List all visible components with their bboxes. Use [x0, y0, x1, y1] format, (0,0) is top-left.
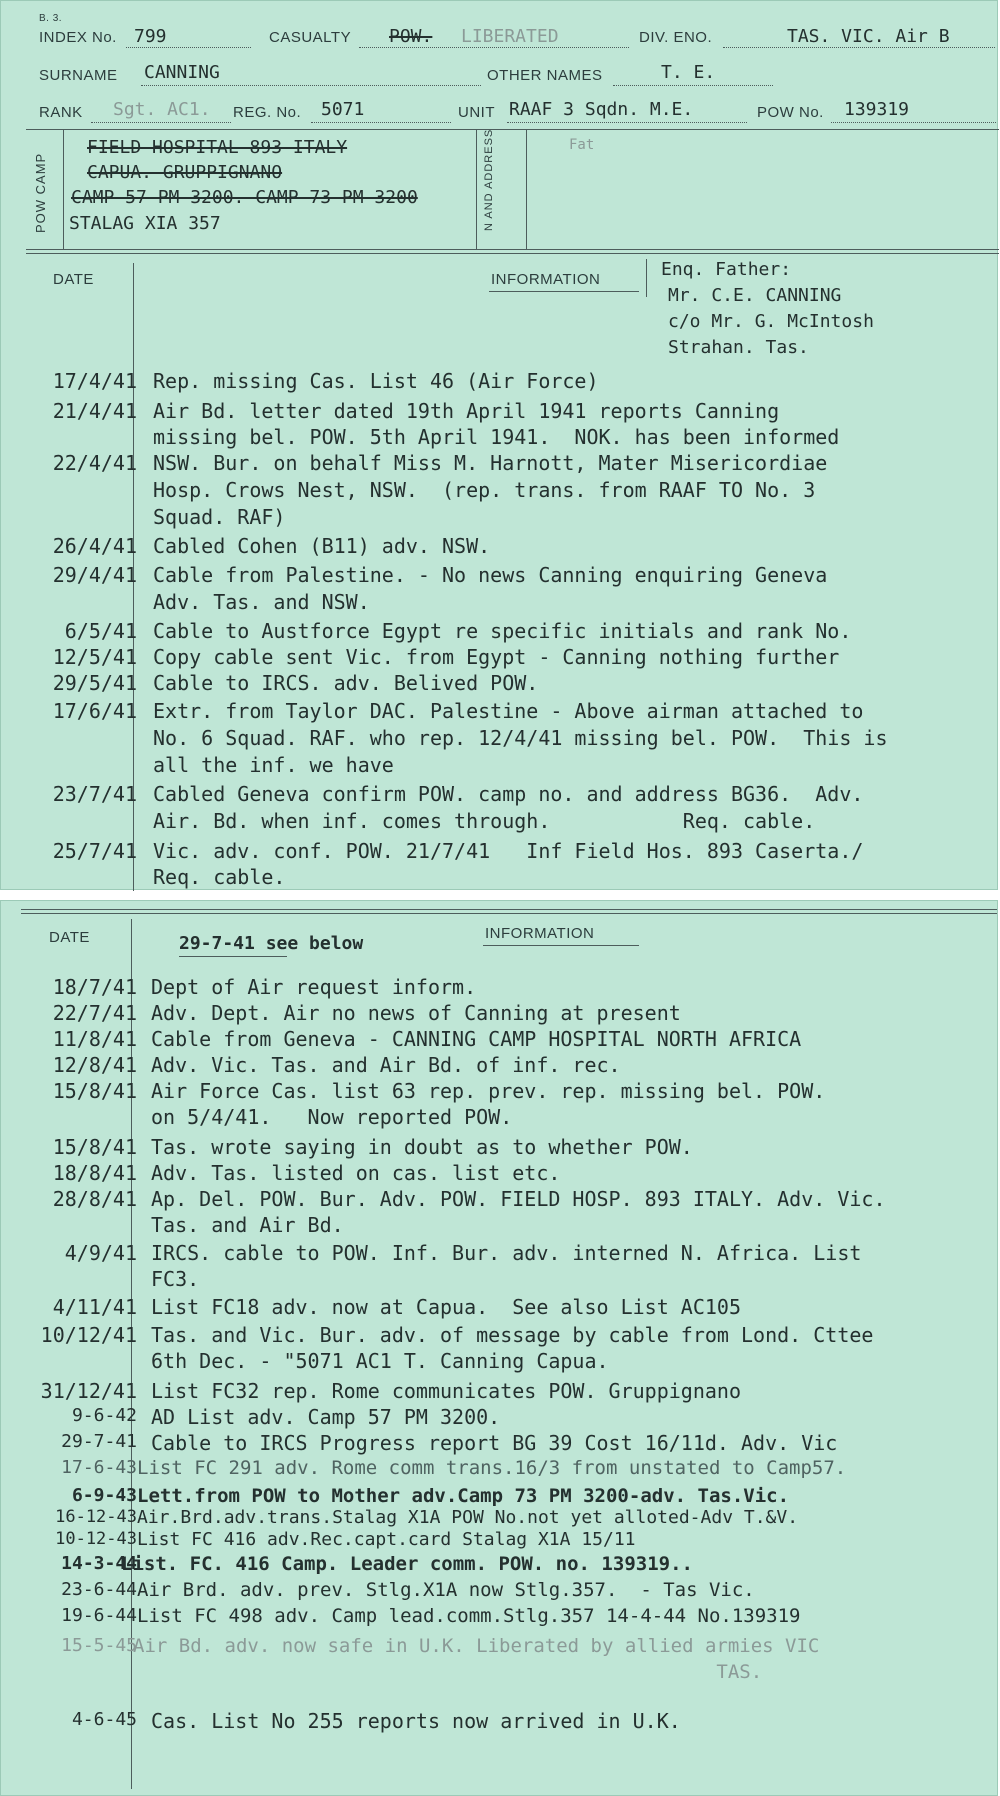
entry-text: No. 6 Squad. RAF. who rep. 12/4/41 missing bel. POW. This is — [153, 726, 888, 750]
index-label: INDEX No. — [39, 29, 117, 46]
nok-address-label: N AND ADDRESS — [483, 128, 495, 231]
pow-camp-line-3: CAMP 57 PM 3200. CAMP 73 PM 3200 — [71, 187, 418, 208]
entry-date: 11/8/41 — [52, 1027, 137, 1051]
index-no: 799 — [134, 26, 167, 47]
entry-text: 6th Dec. - "5071 AC1 T. Canning Capua. — [151, 1349, 609, 1373]
information-header: INFORMATION — [491, 271, 601, 288]
entry-date: 22/4/41 — [52, 451, 137, 475]
surname: CANNING — [144, 62, 220, 83]
entry-date: 29/5/41 — [52, 671, 137, 695]
nok-address-value: Fat — [569, 137, 595, 153]
entry-date: 23/7/41 — [52, 782, 137, 806]
entry-text: IRCS. cable to POW. Inf. Bur. adv. interned N. Africa. List — [151, 1241, 862, 1265]
entry-text: Air.Brd.adv.trans.Stalag X1A POW No.not yet alloted-Adv T.&V. — [137, 1507, 799, 1528]
entry-date: 10-12-43 — [55, 1529, 137, 1549]
enquirer-line-4: Strahan. Tas. — [668, 337, 809, 358]
rank-label: RANK — [39, 104, 83, 121]
entry-text: Tas. and Vic. Bur. adv. of message by cable from Lond. Cttee — [151, 1323, 874, 1347]
entry-date: 9-6-42 — [71, 1405, 137, 1426]
other-names: T. E. — [661, 62, 716, 83]
entry-text: List. FC. 416 Camp. Leader comm. POW. no. 139319.. — [121, 1553, 693, 1575]
entry-date: 15/8/41 — [52, 1079, 137, 1103]
entry-text: Lett.from POW to Mother adv.Camp 73 PM 3200-adv. Tas.Vic. — [137, 1485, 790, 1507]
entry-date: 4-6-45 — [71, 1709, 137, 1730]
enquirer-line-3: c/o Mr. G. McIntosh — [668, 311, 874, 332]
entry-text: Extr. from Taylor DAC. Palestine - Above airman attached to — [153, 699, 864, 723]
entry-text: Tas. and Air Bd. — [151, 1213, 344, 1237]
see-below-note: 29-7-41 see below — [179, 933, 364, 954]
entry-text: Cable to IRCS. adv. Belived POW. — [153, 671, 539, 695]
entry-text: Cas. List No 255 reports now arrived in U.K. — [151, 1709, 681, 1733]
entry-text: Cable from Palestine. - No news Canning enquiring Geneva — [153, 563, 828, 587]
information-header: INFORMATION — [485, 925, 595, 942]
pow-camp-line-4: STALAG XIA 357 — [69, 213, 221, 234]
entry-text: TAS. — [133, 1661, 763, 1683]
entry-text: Cable from Geneva - CANNING CAMP HOSPITAL NORTH AFRICA — [151, 1027, 802, 1051]
pow-camp-label: POW CAMP — [33, 152, 48, 233]
entry-text: Copy cable sent Vic. from Egypt - Canning nothing further — [153, 645, 840, 669]
reg-no: 5071 — [321, 99, 365, 120]
entry-date: 29/4/41 — [52, 563, 137, 587]
card-code: B. 3. — [39, 13, 63, 24]
date-header: DATE — [53, 271, 94, 288]
entry-date: 31/12/41 — [40, 1379, 137, 1403]
entry-text: Ap. Del. POW. Bur. Adv. POW. FIELD HOSP. 893 ITALY. Adv. Vic. — [151, 1187, 886, 1211]
entry-text: on 5/4/41. Now reported POW. — [151, 1105, 513, 1129]
entry-date: 6/5/41 — [64, 619, 137, 643]
reg-label: REG. No. — [233, 104, 302, 121]
entry-date: 12/8/41 — [52, 1053, 137, 1077]
entry-date: 12/5/41 — [52, 645, 137, 669]
pow-no-label: POW No. — [757, 104, 824, 121]
entry-text: List FC 291 adv. Rome comm trans.16/3 from unstated to Camp57. — [137, 1457, 847, 1479]
entry-text: all the inf. we have — [153, 753, 394, 777]
entry-date: 17/6/41 — [52, 699, 137, 723]
entry-text: AD List adv. Camp 57 PM 3200. — [151, 1405, 501, 1429]
surname-label: SURNAME — [39, 67, 118, 84]
entry-text: List FC 416 adv.Rec.capt.card Stalag X1A 15/11 — [137, 1529, 636, 1550]
entry-text: Air Force Cas. list 63 rep. prev. rep. missing bel. POW. — [151, 1079, 826, 1103]
entry-date: 14-3-44 — [61, 1553, 137, 1574]
entry-text: Dept of Air request inform. — [151, 975, 477, 999]
entry-text: Squad. RAF) — [153, 505, 286, 529]
entry-text: missing bel. POW. 5th April 1941. NOK. has been informed — [153, 425, 840, 449]
entry-text: Hosp. Crows Nest, NSW. (rep. trans. from RAAF TO No. 3 — [153, 478, 816, 502]
index-card-front — [0, 0, 998, 890]
entry-text: Air Brd. adv. prev. Stlg.X1A now Stlg.357. - Tas Vic. — [137, 1579, 755, 1601]
entry-date: 28/8/41 — [52, 1187, 137, 1211]
entry-date: 29-7-41 — [61, 1431, 137, 1452]
index-card-back — [0, 900, 998, 1796]
pow-camp-line-1: FIELD HOSPITAL 893 ITALY — [87, 137, 348, 158]
entry-date: 17/4/41 — [52, 369, 137, 393]
enquirer-line-2: Mr. C.E. CANNING — [668, 285, 842, 306]
casualty-label: CASUALTY — [269, 29, 352, 46]
div-value: TAS. VIC. Air B — [787, 26, 950, 47]
entry-date: 25/7/41 — [52, 839, 137, 863]
casualty-liberated: LIBERATED — [461, 26, 559, 47]
entry-text: Tas. wrote saying in doubt as to whether POW. — [151, 1135, 693, 1159]
pow-no: 139319 — [844, 99, 910, 120]
entry-text: Cable to IRCS Progress report BG 39 Cost 16/11d. Adv. Vic — [151, 1431, 838, 1455]
entry-date: 26/4/41 — [52, 534, 137, 558]
entry-text: Cable to Austforce Egypt re specific initials and rank No. — [153, 619, 852, 643]
entry-text: Air Bd. adv. now safe in U.K. Liberated by allied armies VIC — [133, 1635, 820, 1657]
entry-date: 6-9-43 — [71, 1485, 137, 1506]
unit-label: UNIT — [458, 104, 495, 121]
entry-text: Air. Bd. when inf. comes through. Req. cable. — [153, 809, 816, 833]
entry-text: Req. cable. — [153, 865, 286, 889]
entry-text: Adv. Tas. listed on cas. list etc. — [151, 1161, 561, 1185]
entry-text: Adv. Dept. Air no news of Canning at present — [151, 1001, 681, 1025]
entry-text: Cabled Geneva confirm POW. camp no. and address BG36. Adv. — [153, 782, 864, 806]
entry-date: 15-5-45 — [61, 1635, 137, 1656]
entry-date: 22/7/41 — [52, 1001, 137, 1025]
date-header: DATE — [49, 929, 90, 946]
rank-value: Sgt. AC1. — [113, 99, 211, 120]
entry-date: 10/12/41 — [40, 1323, 137, 1347]
entry-text: Air Bd. letter dated 19th April 1941 reports Canning — [153, 399, 780, 423]
unit-value: RAAF 3 Sqdn. M.E. — [509, 99, 694, 120]
other-names-label: OTHER NAMES — [487, 67, 603, 84]
entry-date: 15/8/41 — [52, 1135, 137, 1159]
enquirer-line-1: Enq. Father: — [661, 259, 792, 280]
entry-text: Adv. Vic. Tas. and Air Bd. of inf. rec. — [151, 1053, 621, 1077]
entry-text: List FC18 adv. now at Capua. See also List AC105 — [151, 1295, 742, 1319]
entry-date: 19-6-44 — [61, 1605, 137, 1626]
pow-camp-line-2: CAPUA. GRUPPIGNANO — [87, 162, 283, 183]
entry-text: Rep. missing Cas. List 46 (Air Force) — [153, 369, 599, 393]
entry-text: List FC 498 adv. Camp lead.comm.Stlg.357 14-4-44 No.139319 — [137, 1605, 801, 1627]
div-label: DIV. ENO. — [639, 29, 713, 46]
entry-date: 18/7/41 — [52, 975, 137, 999]
entry-text: Cabled Cohen (B11) adv. NSW. — [153, 534, 491, 558]
casualty-pow: POW. — [389, 26, 433, 47]
entry-date: 4/11/41 — [52, 1295, 137, 1319]
entry-date: 4/9/41 — [64, 1241, 137, 1265]
entry-date: 16-12-43 — [55, 1507, 137, 1527]
entry-date: 17-6-43 — [61, 1457, 137, 1478]
entry-text: Adv. Tas. and NSW. — [153, 590, 370, 614]
entry-text: Vic. adv. conf. POW. 21/7/41 Inf Field Hos. 893 Caserta./ — [153, 839, 864, 863]
entry-date: 21/4/41 — [52, 399, 137, 423]
entry-text: List FC32 rep. Rome communicates POW. Gruppignano — [151, 1379, 742, 1403]
entry-date: 18/8/41 — [52, 1161, 137, 1185]
entry-text: NSW. Bur. on behalf Miss M. Harnott, Mater Misericordiae — [153, 451, 828, 475]
entry-date: 23-6-44 — [61, 1579, 137, 1600]
entry-text: FC3. — [151, 1267, 200, 1291]
